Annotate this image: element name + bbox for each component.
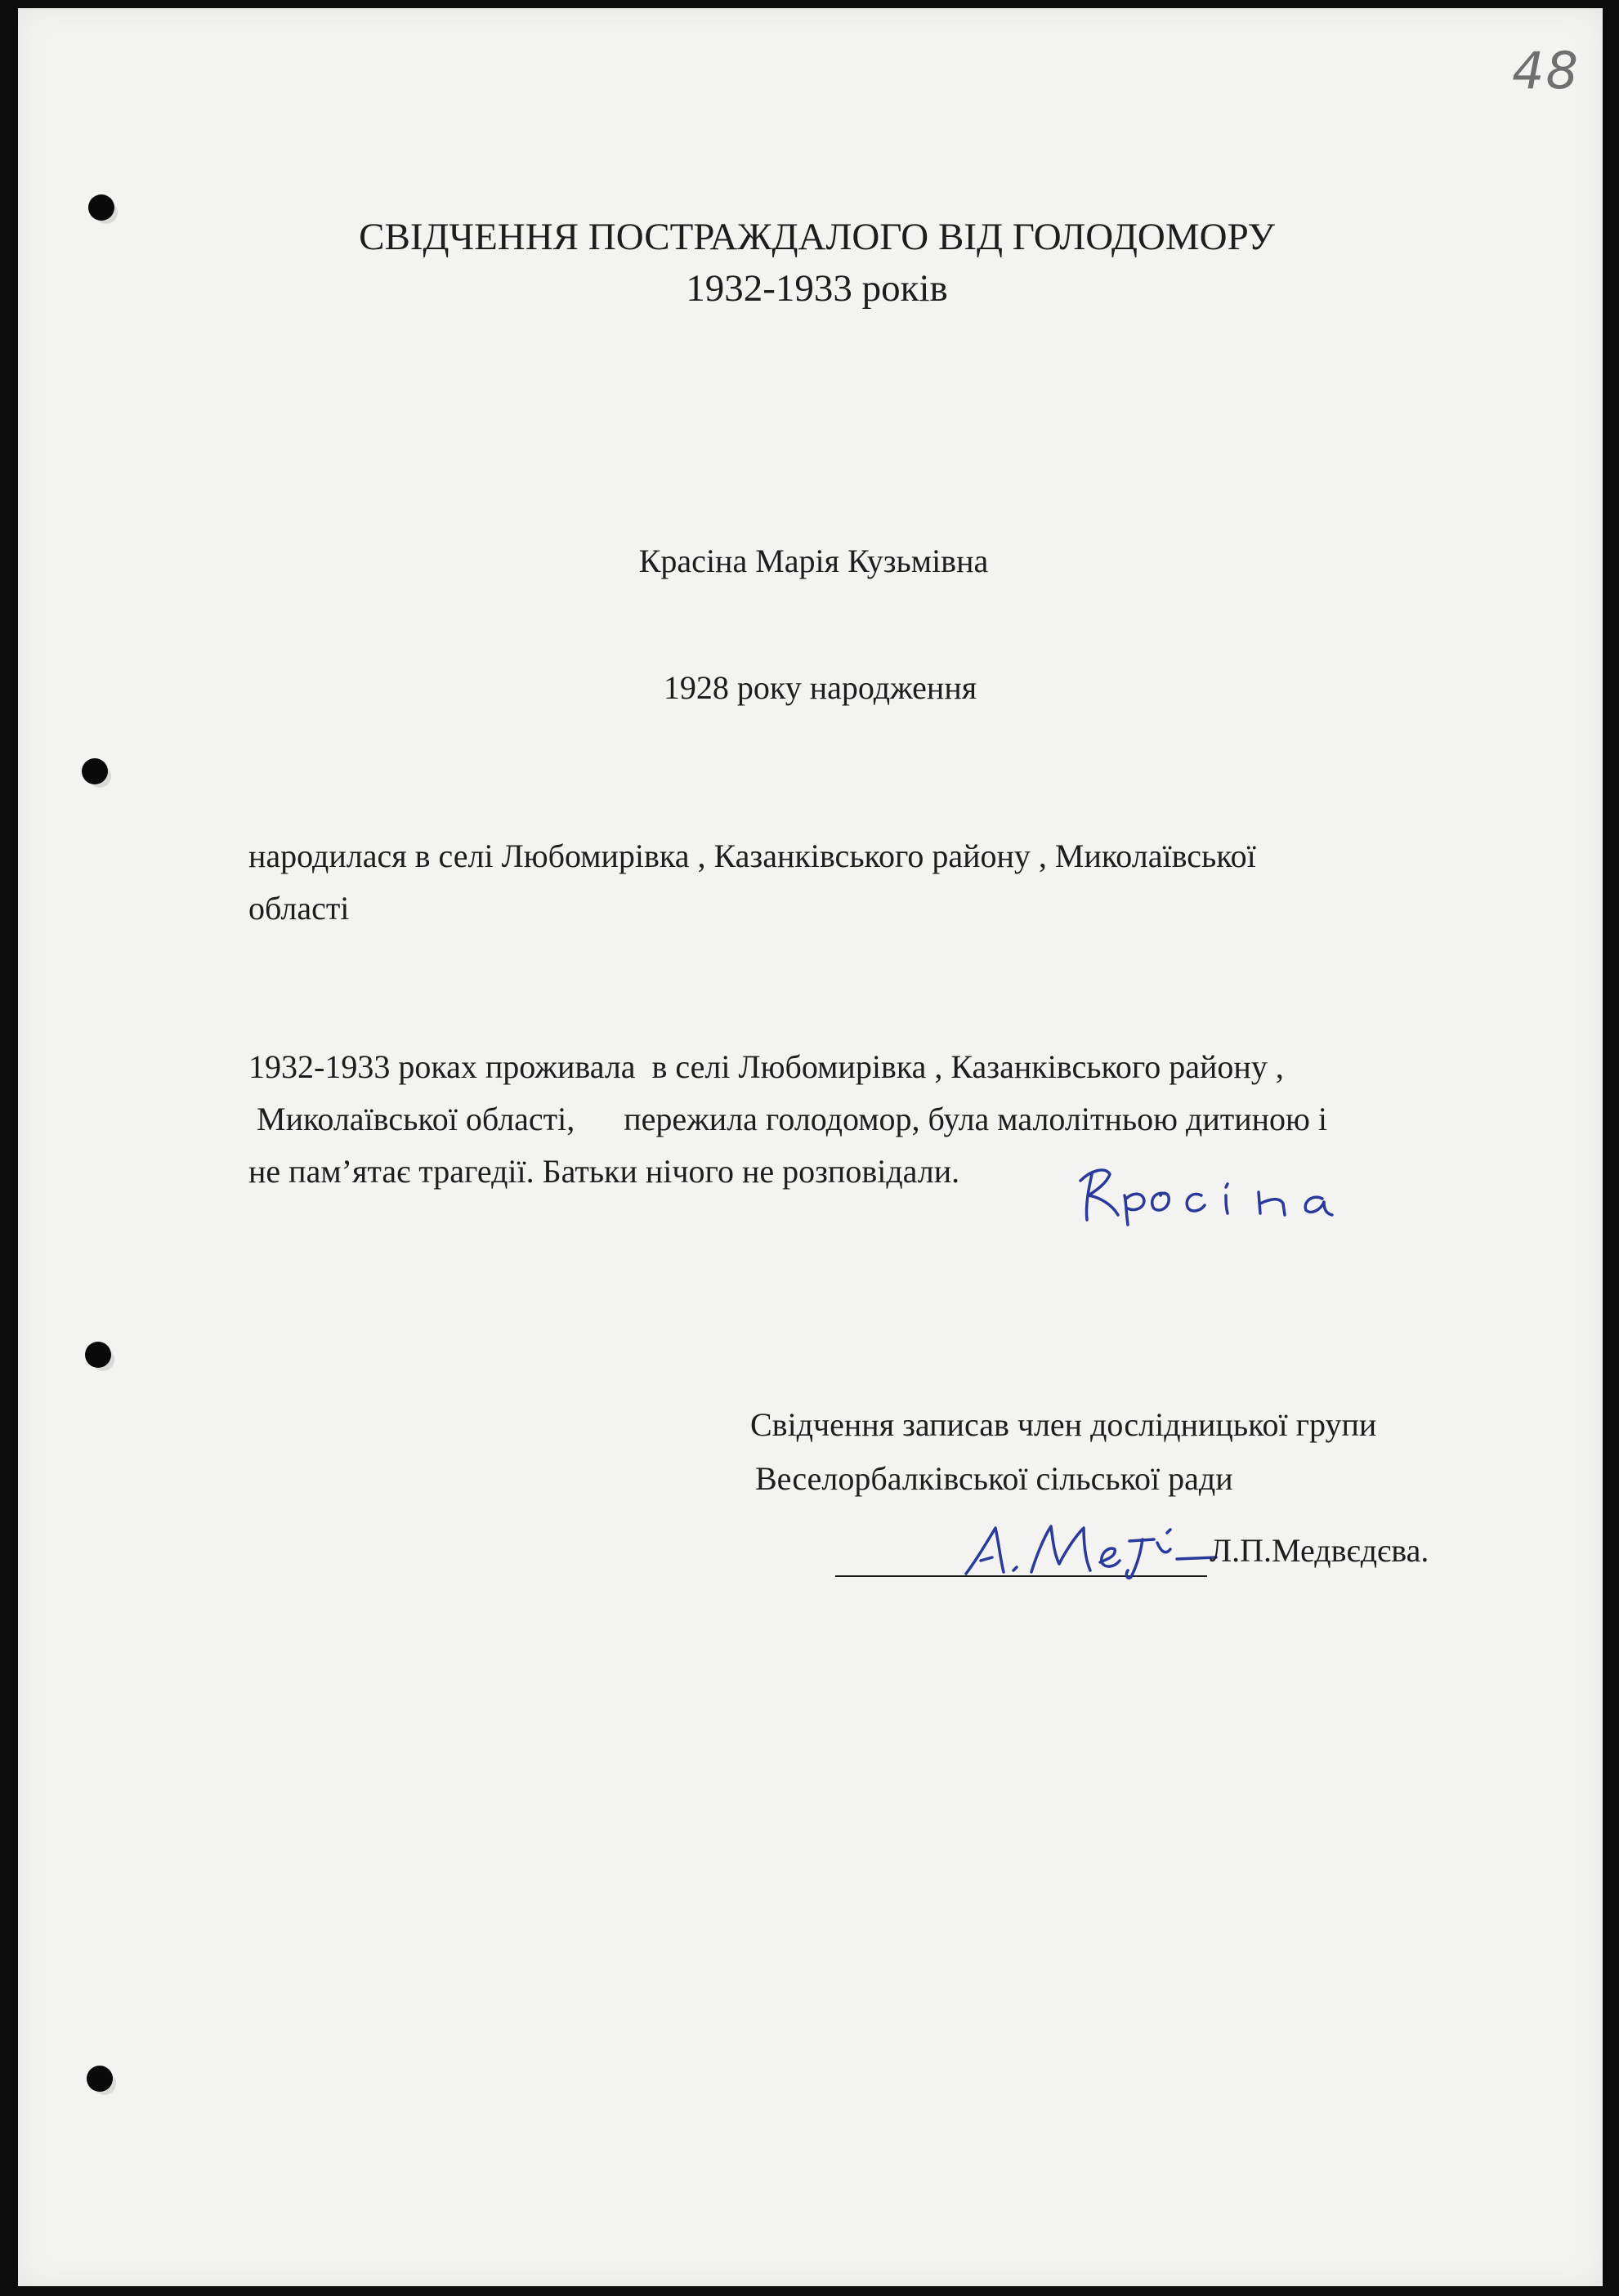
birth-year: 1928 року народження bbox=[663, 669, 977, 706]
document-title: СВІДЧЕННЯ ПОСТРАЖДАЛОГО ВІД ГОЛОДОМОРУ bbox=[359, 216, 1275, 258]
recorder-signature bbox=[956, 1510, 1234, 1584]
testimony-line: 1932-1933 роках проживала в селі Любомирівка , Казанківського району , bbox=[248, 1048, 1284, 1085]
punch-hole bbox=[82, 758, 108, 784]
birthplace-line: народилася в селі Любомирівка , Казанківського району , Миколаївської bbox=[248, 838, 1256, 874]
archive-page-number: 48 bbox=[1512, 41, 1580, 101]
recorder-line: Веселорбалківської сільської ради bbox=[755, 1460, 1233, 1497]
birthplace-line: області bbox=[248, 890, 350, 927]
witness-name: Красіна Марія Кузьмівна bbox=[638, 543, 989, 579]
testimony-line: Миколаївської області, пережила голодомор, була малолітньою дитиною і bbox=[248, 1101, 1328, 1137]
document-title-years: 1932-1933 років bbox=[686, 267, 948, 310]
punch-hole bbox=[85, 1342, 111, 1368]
recorder-line: Свідчення записав член дослідницької групи bbox=[750, 1406, 1377, 1443]
testimony-line: не пам’ятає трагедії. Батьки нічого не розповідали. bbox=[248, 1153, 960, 1190]
witness-signature bbox=[1074, 1156, 1352, 1230]
document-page bbox=[18, 8, 1603, 2286]
birthplace-paragraph bbox=[248, 830, 1256, 935]
recorder-name: Л.П.Медвєдєва. bbox=[1210, 1532, 1429, 1569]
punch-hole bbox=[87, 2066, 113, 2092]
